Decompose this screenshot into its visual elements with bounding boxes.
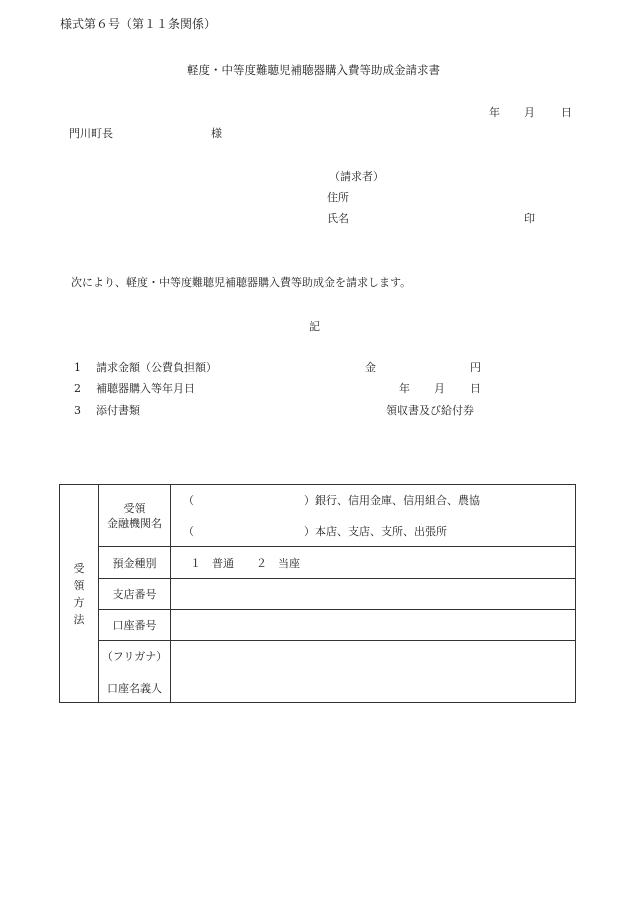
method-char-3: 方: [73, 595, 85, 609]
account-holder-label: [99, 641, 171, 703]
bank-name-label: [99, 485, 171, 547]
document-title: 軽度・中等度難聴児補聴器購入費等助成金請求書: [187, 63, 440, 77]
account-number-label: 口座番号: [99, 610, 171, 641]
item-1-suffix: 円: [470, 361, 481, 374]
request-statement: 次により、軽度・中等度難聴児補聴器購入費等助成金を請求します。: [71, 276, 412, 289]
item-1-prefix: 金: [365, 361, 376, 374]
receipt-method-table: [59, 484, 576, 703]
item-3-number: 3: [74, 404, 81, 417]
method-char-1: 受: [73, 561, 85, 575]
addressee-honorific: 様: [211, 127, 222, 140]
furigana-label: （フリガナ）: [101, 649, 168, 663]
account-holder-text: 口座名義人: [107, 681, 162, 695]
form-number: 様式第６号（第１１条関係）: [60, 17, 217, 31]
claimant-name-label: 氏名: [327, 212, 349, 225]
account-holder-field[interactable]: [171, 641, 576, 703]
account-number-field[interactable]: [171, 610, 576, 641]
addressee-name: 門川町長: [69, 127, 113, 140]
item-3-value: 領収書及び給付券: [386, 404, 474, 417]
branch-type-line: （ ）本店、支店、支所、出張所: [183, 524, 447, 538]
claimant-label: （請求者）: [329, 170, 384, 183]
item-2-day: 日: [470, 382, 481, 395]
item-2-month: 月: [434, 382, 445, 395]
item-1-label: 請求金額（公費負担額）: [96, 361, 217, 374]
bank-name-field[interactable]: [171, 485, 576, 547]
bank-label-line-2: 金融機関名: [107, 516, 162, 530]
item-2-number: 2: [74, 382, 81, 395]
bank-label-line-1: 受領: [123, 501, 146, 515]
seal-mark: 印: [524, 212, 535, 225]
claimant-address-label: 住所: [327, 191, 349, 204]
item-2-year: 年: [399, 382, 410, 395]
date-day: 日: [561, 106, 572, 119]
receipt-method-label: [60, 485, 99, 703]
item-1-number: 1: [74, 361, 81, 374]
date-month: 月: [524, 106, 535, 119]
method-char-4: 法: [73, 612, 85, 626]
branch-number-label: 支店番号: [99, 579, 171, 610]
deposit-type-label: 預金種別: [99, 547, 171, 579]
method-char-2: 領: [73, 578, 85, 592]
date-year: 年: [489, 106, 500, 119]
record-mark: 記: [309, 320, 320, 333]
item-3-label: 添付書類: [96, 404, 140, 417]
item-2-label: 補聴器購入等年月日: [96, 382, 195, 395]
branch-number-field[interactable]: [171, 579, 576, 610]
deposit-type-field[interactable]: １ 普通 ２ 当座: [171, 547, 576, 579]
bank-type-line: （ ）銀行、信用金庫、信用組合、農協: [183, 493, 480, 507]
